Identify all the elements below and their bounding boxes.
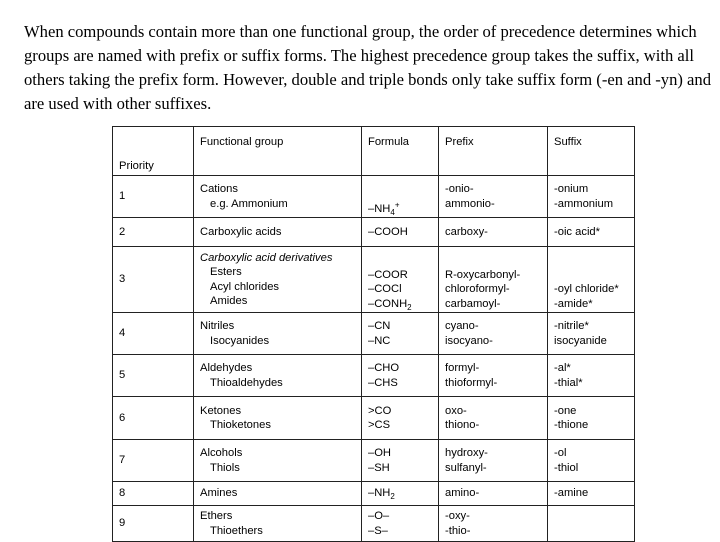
formula-cell: –COOH [362, 218, 439, 247]
suffix-cell: -one -thione [548, 397, 635, 440]
table-row [113, 506, 635, 542]
suffix-cell: -nitrile* isocyanide [548, 313, 635, 355]
prefix-cell: oxo- thiono- [439, 397, 548, 440]
suffix-cell: -amine [548, 482, 635, 506]
prefix-cell: cyano- isocyano- [439, 313, 548, 355]
prefix-cell: formyl- thioformyl- [439, 355, 548, 397]
intro-paragraph: When compounds contain more than one functional group, the order of precedence determines which groups are named with prefix or suffix forms. The highest precedence group takes the suffix, with all others taking the prefix form. However, double and triple bonds only take suffix form (-en and -yn) and are used with other suffixes. [24, 22, 712, 113]
group-cell: Alcohols Thiols [194, 440, 362, 482]
header-prefix: Prefix [439, 127, 548, 176]
priority-cell: 9 [113, 506, 194, 542]
priority-cell: 1 [113, 176, 194, 218]
formula-cell: –OH –SH [362, 440, 439, 482]
formula-cell: –COOR –COCl $-CONH_2$ [362, 247, 439, 313]
table-row [113, 313, 635, 355]
priority-cell: 2 [113, 218, 194, 247]
priority-cell: 3 [113, 247, 194, 313]
formula-cell: –O– –S– [362, 506, 439, 542]
group-cell: Carboxylic acids [194, 218, 362, 247]
priority-cell: 5 [113, 355, 194, 397]
group-cell: Aldehydes Thioaldehydes [194, 355, 362, 397]
formula-cell: >CO >CS [362, 397, 439, 440]
table-row [113, 176, 635, 218]
table-header-row [113, 127, 635, 176]
table-row [113, 355, 635, 397]
group-cell: Carboxylic acid derivatives Esters Acyl chlorides Amides [194, 247, 362, 313]
header-formula: Formula [362, 127, 439, 176]
prefix-cell: -oxy- -thio- [439, 506, 548, 542]
priority-cell: 7 [113, 440, 194, 482]
prefix-cell: carboxy- [439, 218, 548, 247]
group-cell: Cations e.g. Ammonium [194, 176, 362, 218]
table-row [113, 218, 635, 247]
prefix-cell: hydroxy- sulfanyl- [439, 440, 548, 482]
prefix-cell: amino- [439, 482, 548, 506]
formula-cell: –CHO –CHS [362, 355, 439, 397]
suffix-cell: -onium -ammonium [548, 176, 635, 218]
priority-cell: 8 [113, 482, 194, 506]
table-row [113, 397, 635, 440]
table-row [113, 440, 635, 482]
header-functional-group: Functional group [194, 127, 362, 176]
suffix-cell: -oic acid* [548, 218, 635, 247]
precedence-table [112, 126, 635, 542]
suffix-cell: -al* -thial* [548, 355, 635, 397]
formula-cell: $-NH_4^+$ [362, 176, 439, 218]
group-cell: Ethers Thioethers [194, 506, 362, 542]
suffix-cell: -ol -thiol [548, 440, 635, 482]
table-row [113, 247, 635, 313]
prefix-cell: -onio- ammonio- [439, 176, 548, 218]
prefix-cell: R-oxycarbonyl- chloroformyl- carbamoyl- [439, 247, 548, 313]
suffix-cell: -oyl chloride* -amide* [548, 247, 635, 313]
formula-cell: $-NH_2$ [362, 482, 439, 506]
group-cell: Amines [194, 482, 362, 506]
header-priority: Priority [113, 127, 194, 176]
table-row [113, 482, 635, 506]
group-cell: Nitriles Isocyanides [194, 313, 362, 355]
suffix-cell [548, 506, 635, 542]
group-cell: Ketones Thioketones [194, 397, 362, 440]
header-suffix: Suffix [548, 127, 635, 176]
formula-cell: –CN –NC [362, 313, 439, 355]
priority-cell: 4 [113, 313, 194, 355]
priority-cell: 6 [113, 397, 194, 440]
